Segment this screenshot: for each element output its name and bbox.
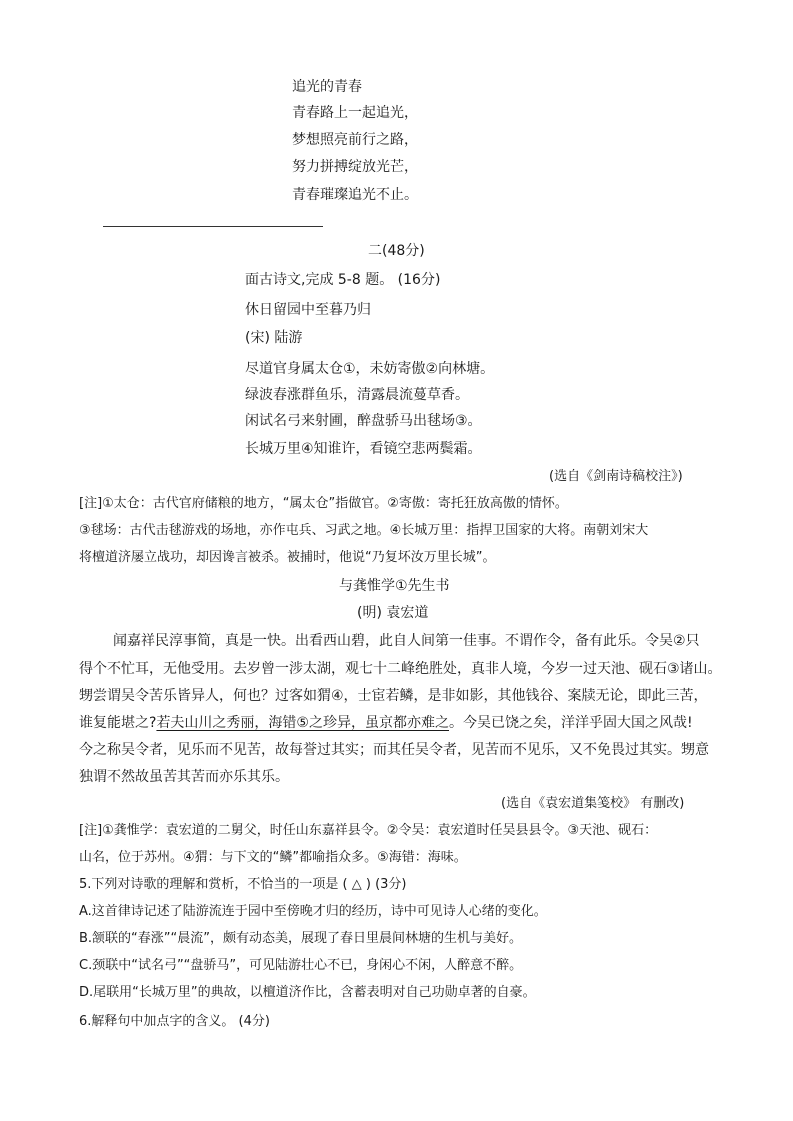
poem-note: [注]①太仓：古代官府储粮的地方，“属太仓”指做官。②寄傲：寄托狂放高傲的情怀。 [79,496,568,511]
poem1-line: 青春路上一起追光， [292,105,418,121]
letter-line: 甥尝谓吴令苦乐皆异人，何也？过客如猬④，士宦若鳞，是非如影，其他钱谷、案牍无论，即此三苦， [79,688,708,704]
poem-line: 绿波春涨群鱼乐，清露晨流蔓草香。 [245,387,469,403]
letter-note: [注]①龚惟学：袁宏道的二舅父，时任山东嘉祥县令。②令吴：袁宏道时任吴县县令。③天池、砚石： [79,823,658,838]
question-5-option-a: A.这首律诗记述了陆游流连于园中至傍晚才归的经历，诗中可见诗人心绪的变化。 [79,904,547,919]
answer-line [103,226,323,227]
letter-title: 与龚惟学①先生书 [339,578,450,594]
poem-note: ③毬场：古代击毬游戏的场地，亦作屯兵、习武之地。④长城万里：指捍卫国家的大将。南朝刘宋大 [79,523,649,538]
poem-author: (宋) 陆游 [245,330,303,346]
poem1-title: 追光的青春 [292,79,362,95]
poem1-line: 梦想照亮前行之路， [292,132,418,148]
poem-source: (选自《剑南诗稿校注》) [549,469,683,484]
letter-author: (明) 袁宏道 [357,605,429,621]
letter-note: 山名，位于苏州。④猬：与下文的“鳞”都喻指众多。⑤海错：海味。 [79,850,467,865]
letter-line [79,715,693,731]
poem-line: 尽道官身属太仓①，未妨寄傲②向林塘。 [245,361,495,377]
question-5-option-d: D.尾联用“长城万里”的典故，以檀道济作比，含蓄表明对自己功勋卓著的自豪。 [79,985,536,1000]
underlined-sentence: 若夫山川之秀丽，海错⑤之珍异，虽京都亦难之 [156,715,449,731]
question-6-stem: 6.解释句中加点字的含义。 (4分) [79,1014,270,1029]
letter-source: (选自《袁宏道集笺校》 有删改) [501,796,685,811]
letter-line: 得个不忙耳，无他受用。去岁曾一涉太湖，观七十二峰绝胜处，真非人境，今岁一过天池、砚石③诸山。 [79,661,722,677]
question-5-stem: 5.下列对诗歌的理解和赏析，不恰当的一项是 ( △ ) (3分) [79,877,407,892]
section-instruction: 面古诗文,完成 5-8 题。 (16分) [245,272,441,288]
section-heading: 二(48分) [368,243,425,259]
poem-note: 将檀道济屡立战功，却因谗言被杀。被捕时，他说“乃复坏汝万里长城”。 [79,550,496,565]
letter-line: 独谓不然故虽苦其苦而亦乐其乐。 [79,769,289,785]
poem-line: 闲试名弓来射圃，醉盘骄马出毬场③。 [245,413,482,429]
question-5-option-c: C.颈联中“试名弓”“盘骄马”，可见陆游壮心不已，身闲心不闲，人醉意不醉。 [79,958,523,973]
question-5-option-b: B.颔联的“春涨”“晨流”，颇有动态美，展现了春日里晨间林塘的生机与美好。 [79,931,522,946]
poem1-line: 努力拼搏绽放光芒， [292,159,418,175]
poem-line: 长城万里④知谁许，看镜空悲两鬓霜。 [245,441,482,457]
letter-line-text: 谁复能堪之? [79,715,157,731]
letter-line: 闻嘉祥民淳事简，真是一快。出看西山碧，此自人间第一佳事。不谓作令，备有此乐。令吴②只 [113,633,700,649]
letter-line-text: 。今吴已饶之矣，洋洋乎固大国之风哉! [449,715,693,731]
poem-title: 休日留园中至暮乃归 [245,302,371,318]
poem1-line: 青春璀璨追光不止。 [292,187,418,203]
letter-line: 今之称吴令者，见乐而不见苦，故每誉过其实；而其任吴令者，见苦而不见乐，又不免畏过其实。甥意 [79,742,709,758]
